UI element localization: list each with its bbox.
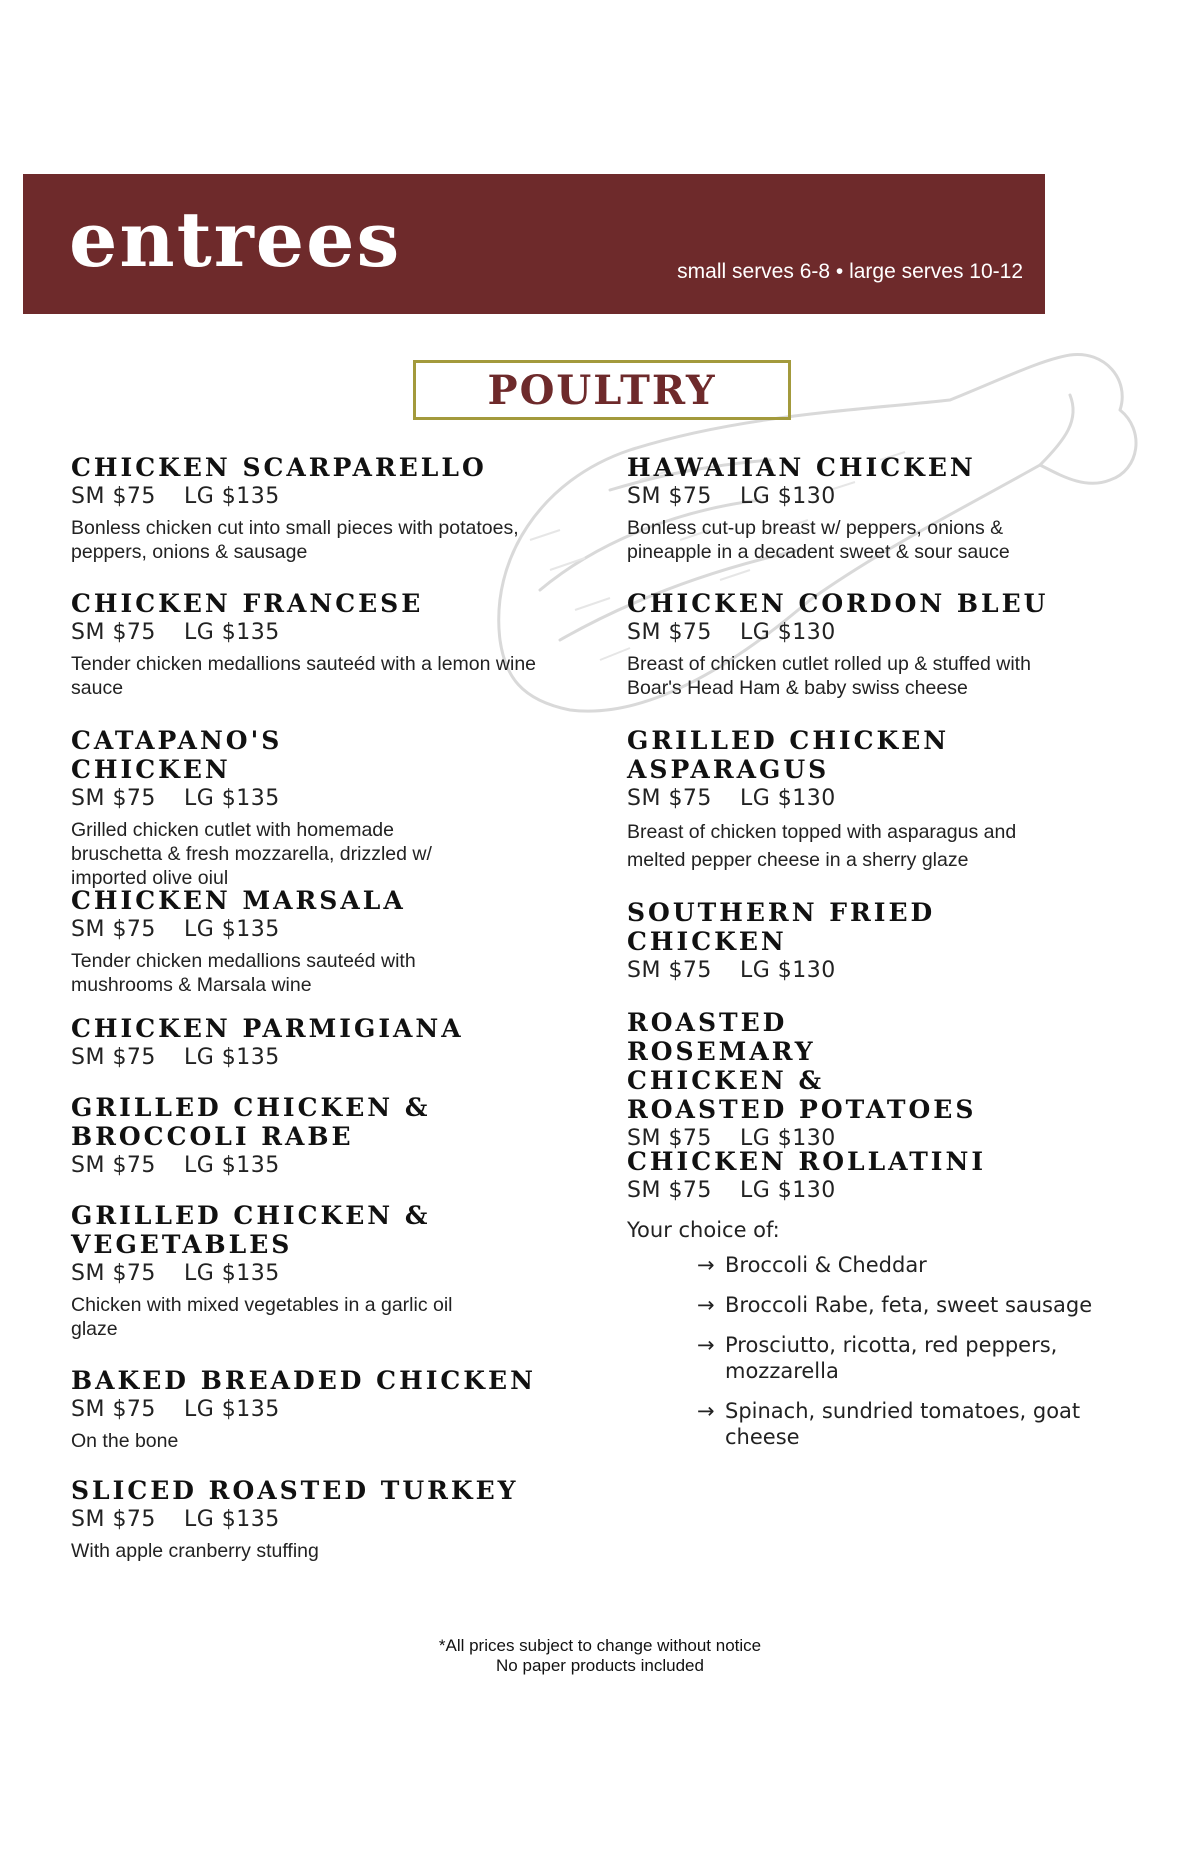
menu-item	[71, 1014, 591, 1073]
item-price: SM $75 LG $135	[71, 786, 280, 811]
menu-item	[71, 1093, 431, 1181]
paper-products-note: No paper products included	[496, 1656, 704, 1675]
item-price: SM $75 LG $135	[71, 1153, 280, 1178]
item-name: SLICED ROASTED TURKEY	[71, 1476, 519, 1505]
menu-item	[627, 1147, 1107, 1464]
item-description: Bonless cut-up breast w/ peppers, onions & pineapple in a decadent sweet & sour sauce	[627, 517, 1010, 563]
item-price: SM $75 LG $130	[627, 484, 836, 509]
choice-list	[627, 1252, 1107, 1450]
item-description: Chicken with mixed vegetables in a garlic oil glaze	[71, 1294, 453, 1340]
item-description: Tender chicken medallions sauteéd with mushrooms & Marsala wine	[71, 950, 416, 996]
item-description: With apple cranberry stuffing	[71, 1540, 319, 1562]
menu-item	[627, 453, 1057, 564]
item-price: SM $75 LG $130	[627, 620, 836, 645]
item-price: SM $75 LG $130	[627, 786, 836, 811]
menu-item	[71, 726, 451, 890]
item-price: SM $75 LG $130	[627, 958, 836, 983]
menu-item	[627, 589, 1067, 700]
header-banner	[23, 174, 1045, 314]
item-price: SM $75 LG $130	[627, 1178, 836, 1203]
arrow-right-icon: →	[697, 1293, 715, 1317]
item-price: SM $75 LG $130	[627, 1126, 836, 1151]
item-name: CHICKEN PARMIGIANA	[71, 1014, 464, 1043]
serving-size-note: small serves 6-8 • large serves 10-12	[677, 260, 1023, 283]
item-name: CATAPANO'S CHICKEN	[71, 726, 283, 784]
arrow-right-icon: →	[697, 1253, 715, 1277]
arrow-right-icon: →	[697, 1399, 715, 1423]
item-name: GRILLED CHICKEN & BROCCOLI RABE	[71, 1093, 431, 1151]
page-title: entrees	[69, 195, 402, 284]
item-name: ROASTED ROSEMARY CHICKEN & ROASTED POTATOES	[627, 1008, 977, 1124]
item-description: Breast of chicken topped with asparagus and melted pepper cheese in a sherry glaze	[627, 821, 1017, 871]
list-item: → Broccoli & Cheddar	[697, 1253, 927, 1277]
menu-item	[71, 1201, 491, 1341]
item-name: SOUTHERN FRIED CHICKEN	[627, 898, 936, 956]
item-description: Tender chicken medallions sauteéd with a lemon wine sauce	[71, 653, 537, 699]
section-heading-box	[413, 360, 791, 420]
menu-item	[627, 1008, 987, 1154]
arrow-right-icon: →	[697, 1333, 715, 1357]
menu-item	[71, 1366, 591, 1453]
item-name: HAWAIIAN CHICKEN	[627, 453, 976, 482]
list-item: → Spinach, sundried tomatoes, goat cheese	[697, 1399, 1081, 1449]
item-price: SM $75 LG $135	[71, 1045, 280, 1070]
list-item: → Broccoli Rabe, feta, sweet sausage	[697, 1293, 1093, 1317]
item-description: Bonless chicken cut into small pieces with potatoes, peppers, onions & sausage	[71, 517, 519, 563]
item-description: Grilled chicken cutlet with homemade bruschetta & fresh mozzarella, drizzled w/ imported olive oiul	[71, 819, 432, 889]
item-price: SM $75 LG $135	[71, 1397, 280, 1422]
item-description: On the bone	[71, 1430, 179, 1452]
menu-item	[71, 1476, 591, 1563]
item-description: Breast of chicken cutlet rolled up & stuffed with Boar's Head Ham & baby swiss cheese	[627, 653, 1031, 699]
list-item: → Prosciutto, ricotta, red peppers, mozzarella	[697, 1333, 1058, 1383]
item-price: SM $75 LG $135	[71, 1507, 280, 1532]
item-name: GRILLED CHICKEN ASPARAGUS	[627, 726, 950, 784]
choice-heading: Your choice of:	[627, 1218, 780, 1242]
item-name: CHICKEN SCARPARELLO	[71, 453, 487, 482]
item-name: CHICKEN CORDON BLEU	[627, 589, 1049, 618]
item-price: SM $75 LG $135	[71, 1261, 280, 1286]
menu-item	[71, 453, 591, 564]
footer-notes	[0, 1636, 1200, 1676]
item-name: CHICKEN FRANCESE	[71, 589, 424, 618]
price-disclaimer: *All prices subject to change without notice	[438, 1636, 762, 1655]
item-price: SM $75 LG $135	[71, 917, 280, 942]
menu-item	[627, 726, 1057, 874]
item-name: CHICKEN ROLLATINI	[627, 1147, 987, 1176]
item-name: BAKED BREADED CHICKEN	[71, 1366, 536, 1395]
section-title: POULTRY	[487, 366, 717, 414]
menu-item	[627, 898, 1087, 986]
item-name: CHICKEN MARSALA	[71, 886, 406, 915]
menu-item	[71, 886, 471, 997]
menu-item	[71, 589, 591, 700]
item-name: GRILLED CHICKEN & VEGETABLES	[71, 1201, 431, 1259]
item-price: SM $75 LG $135	[71, 484, 280, 509]
item-price: SM $75 LG $135	[71, 620, 280, 645]
